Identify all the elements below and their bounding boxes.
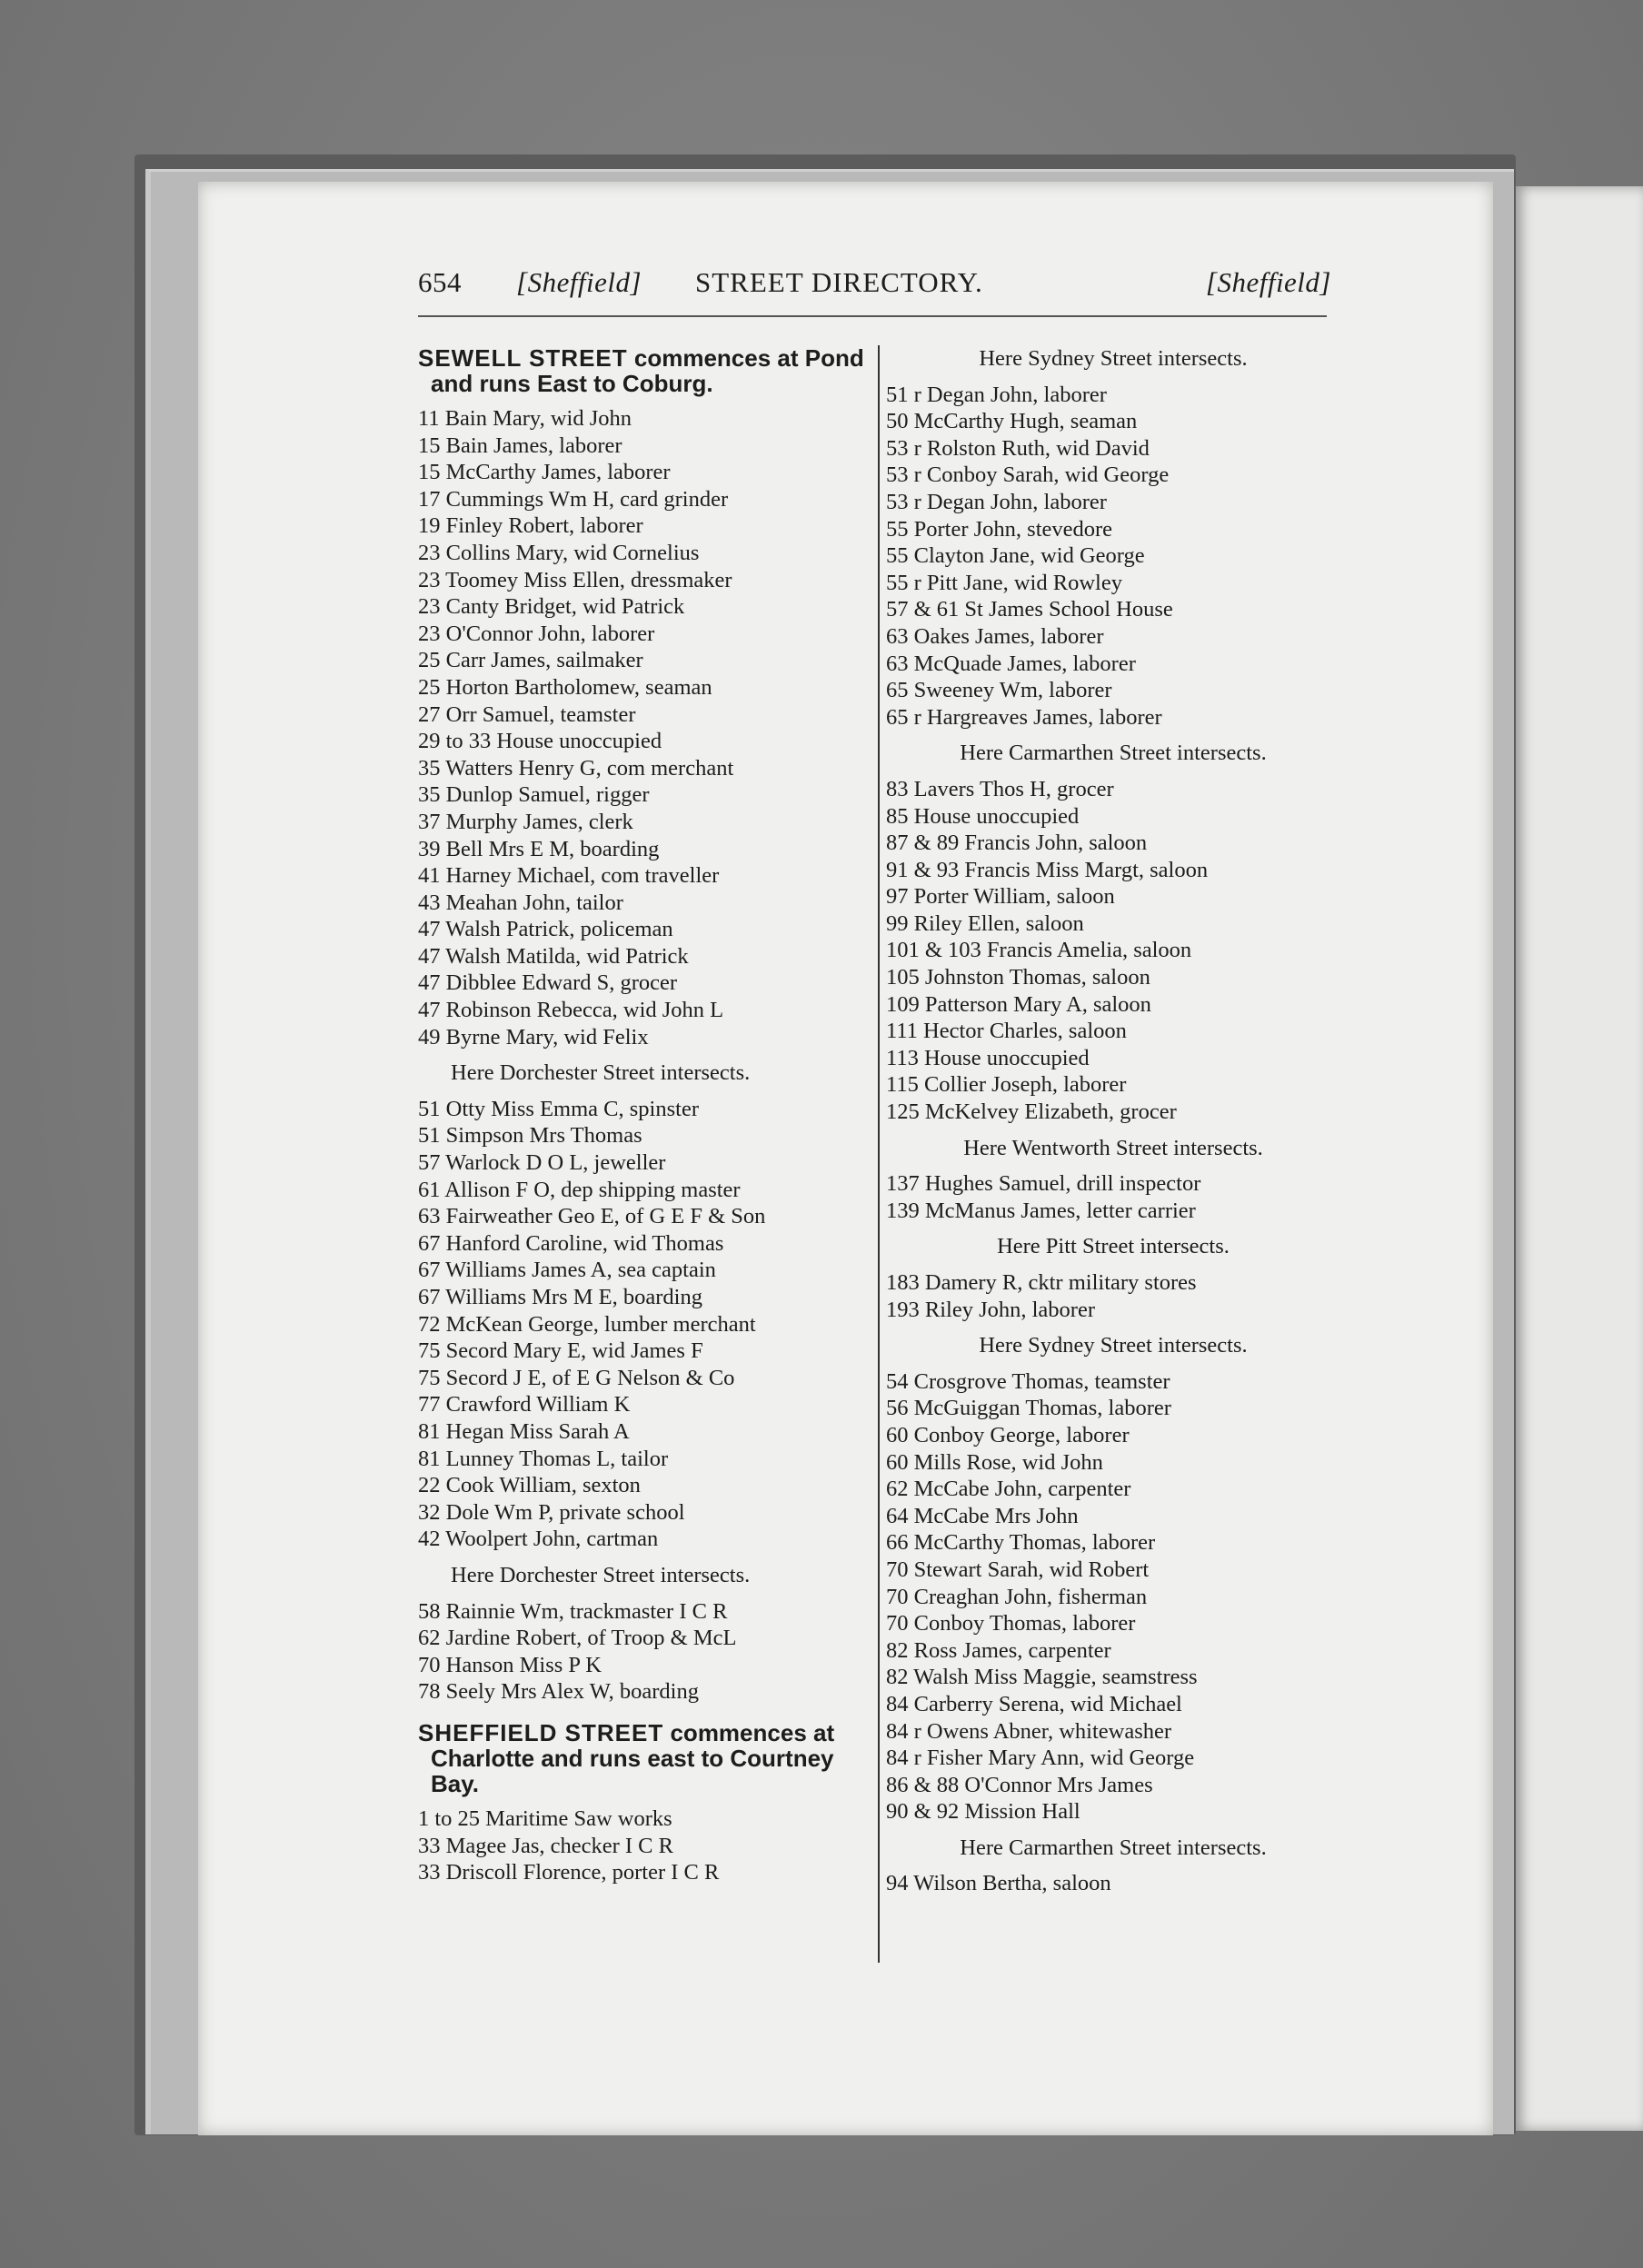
- directory-entry: 19 Finley Robert, laborer: [418, 513, 643, 539]
- directory-entry: 23 O'Connor John, laborer: [418, 621, 655, 646]
- directory-entry: 23 Canty Bridget, wid Patrick: [418, 594, 685, 620]
- directory-entry: 99 Riley Ellen, saloon: [886, 910, 1084, 936]
- directory-entry: 58 Rainnie Wm, trackmaster I C R: [418, 1598, 728, 1624]
- sewell-entries-8: [886, 1368, 1340, 1825]
- sewell-street-name: SEWELL STREET: [418, 344, 628, 372]
- directory-entry: 55 Porter John, stevedore: [886, 516, 1113, 542]
- sewell-entries-2: [418, 1096, 872, 1553]
- intersection-note: Here Dorchester Street intersects.: [451, 1060, 751, 1086]
- directory-entry: 50 McCarthy Hugh, seaman: [886, 409, 1138, 434]
- directory-entry: 86 & 88 O'Connor Mrs James: [886, 1772, 1153, 1797]
- header-title: STREET DIRECTORY.: [695, 266, 983, 298]
- intersection-note: Here Pitt Street intersects.: [997, 1234, 1230, 1259]
- sheffield-entries: [418, 1805, 872, 1886]
- directory-entry: 64 McCabe Mrs John: [886, 1503, 1079, 1528]
- page-number: 654: [418, 266, 462, 298]
- directory-entry: 60 Conboy George, laborer: [886, 1422, 1130, 1447]
- directory-entry: 125 McKelvey Elizabeth, grocer: [886, 1099, 1177, 1125]
- directory-entry: 75 Secord J E, of E G Nelson & Co: [418, 1365, 735, 1390]
- directory-entry: 49 Byrne Mary, wid Felix: [418, 1024, 649, 1049]
- directory-entry: 55 Clayton Jane, wid George: [886, 543, 1145, 569]
- directory-entry: 82 Walsh Miss Maggie, seamstress: [886, 1665, 1198, 1690]
- directory-entry: 42 Woolpert John, cartman: [418, 1527, 659, 1552]
- intersection-note: Here Carmarthen Street intersects.: [960, 1835, 1267, 1860]
- right-column: [886, 345, 1340, 1897]
- directory-entry: 115 Collier Joseph, laborer: [886, 1072, 1127, 1098]
- sewell-entries-7: [886, 1269, 1340, 1323]
- directory-entry: 23 Collins Mary, wid Cornelius: [418, 540, 700, 565]
- sewell-entries-5: [886, 776, 1340, 1126]
- sewell-street-heading: [418, 345, 872, 396]
- directory-entry: 65 r Hargreaves James, laborer: [886, 704, 1162, 730]
- directory-entry: 61 Allison F O, dep shipping master: [418, 1177, 741, 1202]
- directory-entry: 53 r Conboy Sarah, wid George: [886, 463, 1170, 488]
- directory-entry: 23 Toomey Miss Ellen, dressmaker: [418, 567, 732, 592]
- directory-entry: 84 r Owens Abner, whitewasher: [886, 1718, 1172, 1744]
- directory-entry: 32 Dole Wm P, private school: [418, 1499, 685, 1525]
- directory-entry: 84 Carberry Serena, wid Michael: [886, 1691, 1182, 1716]
- directory-entry: 90 & 92 Mission Hall: [886, 1799, 1080, 1825]
- directory-entry: 63 McQuade James, laborer: [886, 651, 1136, 676]
- directory-entry: 85 House unoccupied: [886, 803, 1080, 829]
- directory-entry: 81 Lunney Thomas L, tailor: [418, 1446, 669, 1471]
- directory-entry: 77 Crawford William K: [418, 1392, 631, 1418]
- header-rule: [418, 315, 1327, 317]
- directory-entry: 111 Hector Charles, saloon: [886, 1019, 1127, 1044]
- directory-entry: 70 Stewart Sarah, wid Robert: [886, 1557, 1150, 1582]
- directory-entry: 35 Dunlop Samuel, rigger: [418, 782, 650, 808]
- column-divider: [878, 345, 880, 1963]
- directory-entry: 57 & 61 St James School House: [886, 597, 1173, 622]
- sewell-entries-6: [886, 1170, 1340, 1224]
- directory-entry: 15 Bain James, laborer: [418, 433, 622, 458]
- sewell-entries: [418, 405, 872, 1050]
- directory-entry: 60 Mills Rose, wid John: [886, 1449, 1103, 1475]
- sewell-entries-3: [418, 1598, 872, 1706]
- header-city-left: [Sheffield]: [516, 266, 642, 298]
- directory-entry: 65 Sweeney Wm, laborer: [886, 678, 1112, 703]
- directory-entry: 87 & 89 Francis John, saloon: [886, 831, 1148, 856]
- intersection-note: Here Dorchester Street intersects.: [451, 1562, 751, 1587]
- directory-entry: 67 Williams James A, sea captain: [418, 1258, 716, 1283]
- directory-entry: 63 Fairweather Geo E, of G E F & Son: [418, 1204, 766, 1229]
- directory-entry: 139 McManus James, letter carrier: [886, 1198, 1196, 1223]
- directory-entry: 72 McKean George, lumber merchant: [418, 1311, 756, 1337]
- directory-entry: 35 Watters Henry G, com merchant: [418, 755, 734, 781]
- directory-entry: 137 Hughes Samuel, drill inspector: [886, 1171, 1201, 1197]
- directory-entry: 84 r Fisher Mary Ann, wid George: [886, 1746, 1195, 1771]
- directory-entry: 47 Walsh Matilda, wid Patrick: [418, 943, 689, 969]
- directory-entry: 33 Magee Jas, checker I C R: [418, 1833, 673, 1858]
- directory-entry: 41 Harney Michael, com traveller: [418, 863, 720, 889]
- directory-entry: 27 Orr Samuel, teamster: [418, 701, 636, 727]
- sheffield-street-description: commences at Charlotte and runs east to Courtney Bay.: [431, 1718, 835, 1797]
- directory-entry: 47 Walsh Patrick, policeman: [418, 917, 673, 942]
- directory-entry: 62 Jardine Robert, of Troop & McL: [418, 1626, 737, 1651]
- directory-entry: 57 Warlock D O L, jeweller: [418, 1150, 666, 1176]
- directory-entry: 75 Secord Mary E, wid James F: [418, 1338, 703, 1364]
- directory-entry: 62 McCabe John, carpenter: [886, 1477, 1131, 1502]
- intersection-note: Here Sydney Street intersects.: [979, 1333, 1248, 1358]
- directory-entry: 43 Meahan John, tailor: [418, 890, 623, 915]
- directory-entry: 53 r Degan John, laborer: [886, 489, 1107, 514]
- directory-entry: 17 Cummings Wm H, card grinder: [418, 486, 729, 512]
- directory-entry: 66 McCarthy Thomas, laborer: [886, 1530, 1156, 1556]
- directory-entry: 97 Porter William, saloon: [886, 884, 1115, 910]
- sewell-entries-9: [886, 1870, 1340, 1897]
- directory-entry: 91 & 93 Francis Miss Margt, saloon: [886, 857, 1209, 882]
- intersection-note: Here Carmarthen Street intersects.: [960, 741, 1267, 766]
- directory-entry: 51 r Degan John, laborer: [886, 382, 1107, 407]
- directory-entry: 39 Bell Mrs E M, boarding: [418, 836, 660, 861]
- directory-entry: 63 Oakes James, laborer: [886, 623, 1104, 649]
- directory-entry: 113 House unoccupied: [886, 1045, 1090, 1070]
- directory-entry: 94 Wilson Bertha, saloon: [886, 1871, 1111, 1896]
- directory-entry: 70 Hanson Miss P K: [418, 1652, 602, 1677]
- directory-entry: 78 Seely Mrs Alex W, boarding: [418, 1679, 699, 1705]
- directory-entry: 56 McGuiggan Thomas, laborer: [886, 1396, 1171, 1421]
- sheffield-street-heading: [418, 1720, 872, 1796]
- directory-entry: 54 Crosgrove Thomas, teamster: [886, 1368, 1170, 1394]
- sheffield-street-name: SHEFFIELD STREET: [418, 1718, 664, 1746]
- directory-entry: 101 & 103 Francis Amelia, saloon: [886, 938, 1192, 963]
- left-column: [418, 345, 872, 1886]
- directory-entry: 47 Robinson Rebecca, wid John L: [418, 998, 724, 1023]
- intersection-note: Here Wentworth Street intersects.: [963, 1135, 1263, 1160]
- header-city-right: [Sheffield]: [1205, 266, 1331, 298]
- directory-entry: 81 Hegan Miss Sarah A: [418, 1418, 630, 1444]
- directory-entry: 51 Otty Miss Emma C, spinster: [418, 1096, 699, 1121]
- directory-entry: 70 Creaghan John, fisherman: [886, 1584, 1148, 1609]
- directory-entry: 22 Cook William, sexton: [418, 1473, 641, 1498]
- directory-entry: 11 Bain Mary, wid John: [418, 406, 632, 431]
- directory-entry: 193 Riley John, laborer: [886, 1297, 1095, 1322]
- directory-entry: 82 Ross James, carpenter: [886, 1637, 1111, 1663]
- directory-entry: 105 Johnston Thomas, saloon: [886, 965, 1150, 990]
- directory-entry: 51 Simpson Mrs Thomas: [418, 1123, 642, 1149]
- page-header: [418, 266, 1331, 308]
- directory-entry: 25 Horton Bartholomew, seaman: [418, 674, 712, 700]
- facing-page-edge: [1516, 186, 1643, 2131]
- directory-entry: 109 Patterson Mary A, saloon: [886, 991, 1151, 1017]
- directory-entry: 70 Conboy Thomas, laborer: [886, 1611, 1136, 1636]
- directory-entry: 183 Damery R, cktr military stores: [886, 1270, 1197, 1295]
- directory-entry: 29 to 33 House unoccupied: [418, 729, 662, 754]
- directory-entry: 53 r Rolston Ruth, wid David: [886, 435, 1150, 461]
- directory-entry: 67 Hanford Caroline, wid Thomas: [418, 1230, 724, 1256]
- sewell-street-description: commences at Pond and runs East to Coburg.: [431, 344, 864, 397]
- directory-entry: 33 Driscoll Florence, porter I C R: [418, 1860, 720, 1885]
- directory-entry: 25 Carr James, sailmaker: [418, 648, 643, 673]
- directory-entry: 15 McCarthy James, laborer: [418, 460, 671, 485]
- directory-entry: 1 to 25 Maritime Saw works: [418, 1805, 672, 1831]
- directory-entry: 47 Dibblee Edward S, grocer: [418, 970, 678, 996]
- intersection-note: Here Sydney Street intersects.: [979, 346, 1248, 371]
- directory-entry: 83 Lavers Thos H, grocer: [886, 776, 1114, 801]
- directory-entry: 37 Murphy James, clerk: [418, 809, 633, 834]
- directory-entry: 55 r Pitt Jane, wid Rowley: [886, 570, 1122, 595]
- directory-entry: 67 Williams Mrs M E, boarding: [418, 1285, 702, 1309]
- sewell-entries-4: [886, 382, 1340, 731]
